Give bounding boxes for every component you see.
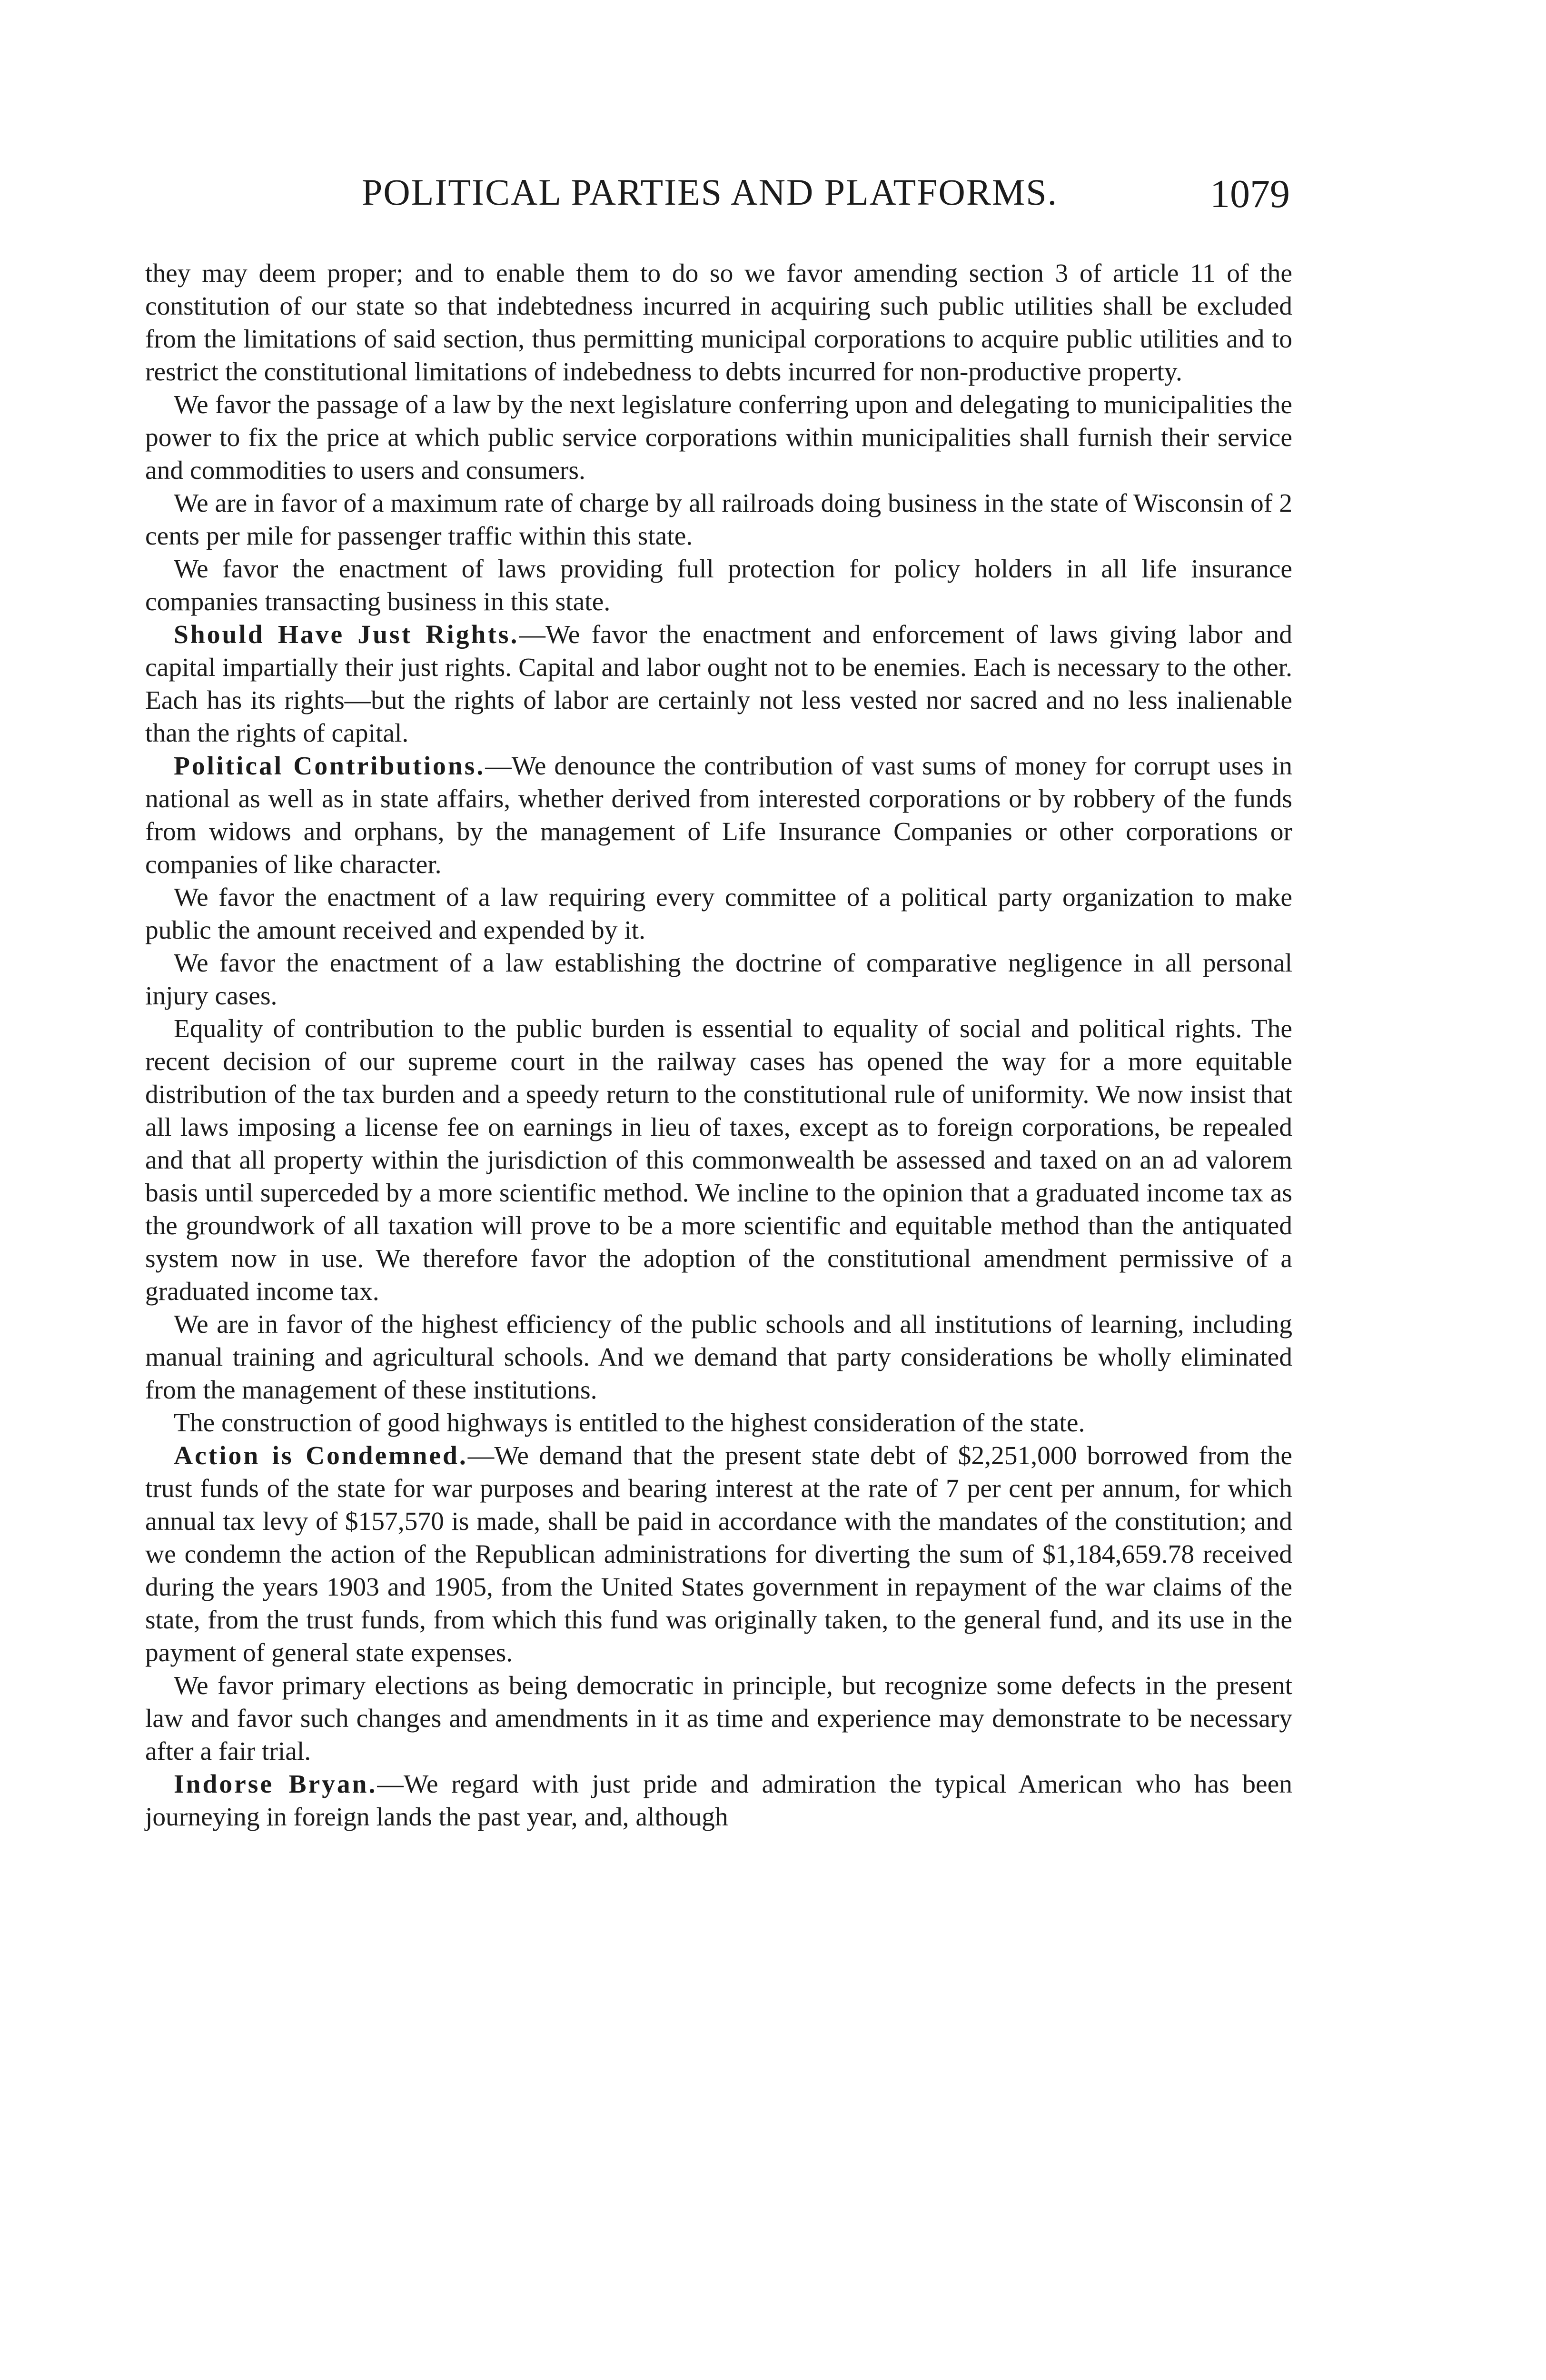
paragraph-text: Equality of contribution to the public burden is essential to equality of social and political rights. The recent decision of our supreme court in the railway cases has opened the way for a more equitable distribution of the tax burden and a speedy return to the constitutional rule of uniformity. We now insist that all laws imposing a license fee on earnings in lieu of taxes, except as to foreign corporations, be repealed and that all property within the jurisdiction of this commonwealth be assessed and taxed on an ad valorem basis until superceded by a more scientific method. We incline to the opinion that a graduated income tax as the groundwork of all taxation will prove to be a more scientific and equitable method than the antiquated system now in use. We therefore favor the adoption of the constitutional amendment permissive of a graduated income tax.: [145, 1014, 1292, 1306]
paragraph-insurance-protection: [145, 553, 1292, 618]
running-header: [157, 164, 1290, 221]
body-text: [145, 257, 1292, 1834]
paragraph-text: —We regard with just pride and admiration the typical American who has been journeying in foreign lands the past year, and, although: [145, 1770, 1293, 1832]
paragraph-text: We favor the enactment of a law requiring every committee of a political party organization to make public the amount received and expended by it.: [145, 883, 1292, 945]
paragraph-railroad-fares: [145, 487, 1292, 553]
paragraph-committee-disclosure: [145, 881, 1292, 947]
paragraph-public-schools: [145, 1308, 1292, 1407]
paragraph-labor-rights: [145, 618, 1292, 750]
section-heading: Action is Condemned.: [174, 1441, 468, 1470]
running-title: POLITICAL PARTIES AND PLATFORMS.: [362, 171, 1058, 213]
paragraph-text: they may deem proper; and to enable them to do so we favor amending section 3 of article 11 of the constitution of our state so that indebtedness incurred in acquiring such public utilities shall be excluded from the limitations of said section, thus permitting municipal corporations to acquire public utilities and to restrict the constitutional limitations of indebedness to debts incurred for non-productive property.: [145, 259, 1292, 387]
paragraph-comparative-negligence: [145, 947, 1292, 1012]
paragraph-state-debt: [145, 1439, 1292, 1669]
paragraph-primary-elections: [145, 1669, 1292, 1768]
paragraph-municipal-rates: [145, 388, 1292, 487]
paragraph-text: The construction of good highways is entitled to the highest consideration of the state.: [174, 1408, 1085, 1438]
page-number: 1079: [1210, 172, 1290, 216]
section-heading: Indorse Bryan.: [174, 1770, 377, 1799]
section-heading: Political Contributions.: [174, 752, 486, 781]
paragraph-text: We favor primary elections as being democratic in principle, but recognize some defects in the present law and favor such changes and amendments in it as time and experience may demonstrate to be necessary after a fair trial.: [145, 1671, 1292, 1766]
paragraph-taxation: [145, 1012, 1292, 1308]
paragraph-text: We favor the passage of a law by the next legislature conferring upon and delegating to municipalities the power to fix the price at which public service corporations within municipalities shall furnish their service and commodities to users and consumers.: [145, 390, 1292, 485]
paragraph-municipal-indebtedness: [145, 257, 1292, 388]
paragraph-text: We favor the enactment of a law establishing the doctrine of comparative negligence in all personal injury cases.: [145, 949, 1292, 1011]
paragraph-political-contributions: [145, 750, 1292, 881]
paragraph-text: We are in favor of a maximum rate of charge by all railroads doing business in the state of Wisconsin of 2 cents per mile for passenger traffic within this state.: [145, 489, 1292, 551]
section-heading: Should Have Just Rights.: [174, 620, 519, 649]
paragraph-text: We are in favor of the highest efficiency of the public schools and all institutions of learning, including manual training and agricultural schools. And we demand that party considerations be wholly eliminated from the management of these institutions.: [145, 1310, 1292, 1405]
paragraph-text: —We favor the enactment and enforcement of laws giving labor and capital impartially their just rights. Capital and labor ought not to be enemies. Each is necessary to the other. Each has its rights—but the rights of labor are certainly not less vested nor sacred and no less inalienable than the rights of capital.: [145, 620, 1292, 748]
paragraph-text: —We denounce the contribution of vast sums of money for corrupt uses in national as well as in state affairs, whether derived from interested corporations or by robbery of the funds from widows and orphans, by the management of Life Insurance Companies or other corporations or companies of like character.: [145, 752, 1292, 879]
paragraph-text: We favor the enactment of laws providing full protection for policy holders in all life insurance companies transacting business in this state.: [145, 555, 1292, 616]
paragraph-indorse-bryan: [145, 1768, 1292, 1834]
paragraph-highways: [145, 1407, 1292, 1439]
paragraph-text: —We demand that the present state debt of $2,251,000 borrowed from the trust funds of the state for war purposes and bearing interest at the rate of 7 per cent per annum, for which annual tax levy of $157,570 is made, shall be paid in accordance with the mandates of the constitution; and we condemn the action of the Republican administrations for diverting the sum of $1,184,659.78 received during the years 1903 and 1905, from the United States government in repayment of the war claims of the state, from the trust funds, from which this fund was originally taken, to the general fund, and its use in the payment of general state expenses.: [145, 1441, 1292, 1667]
